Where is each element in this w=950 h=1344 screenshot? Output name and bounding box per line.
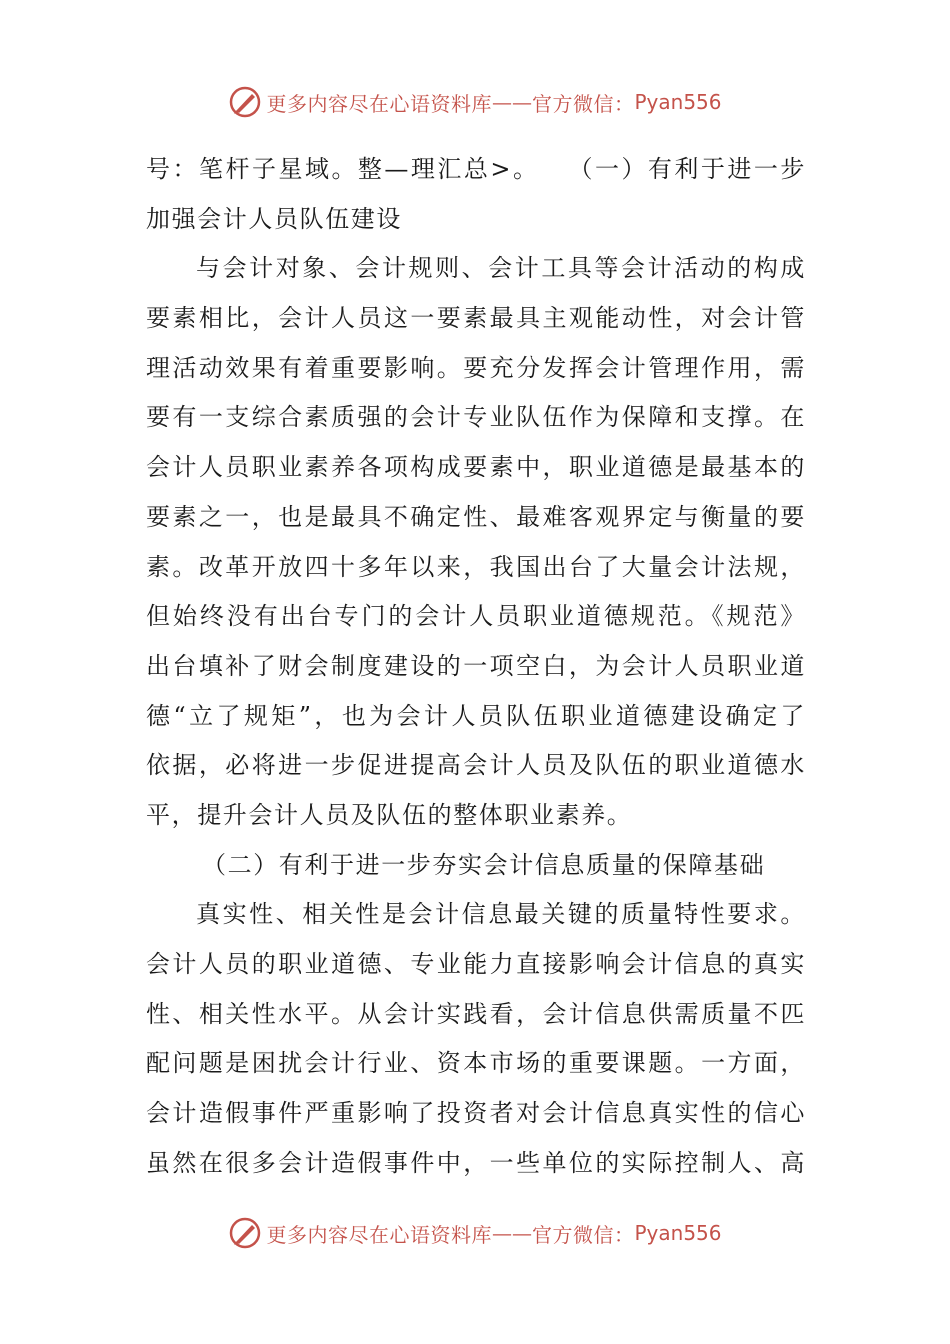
section-heading-line: 加强会计人员队伍建设 <box>146 204 402 233</box>
text-line: 但始终没有出台专门的会计人员职业道德规范。《规范》 <box>146 602 806 631</box>
section-heading-line: （二）有利于进一步夯实会计信息质量的保障基础 <box>202 850 766 879</box>
banner-wechat-label: 官方微信： <box>531 91 635 116</box>
text-line: 要有一支综合素质强的会计专业队伍作为保障和支撑。在 <box>146 403 806 432</box>
banner-title: 更多内容尽在心语资料库 <box>266 1222 492 1247</box>
text-line: 号：笔杆子星域。整—理汇总>。 （一）有利于进一步 <box>146 155 806 183</box>
text-line: 会计造假事件严重影响了投资者对会计信息真实性的信心 <box>146 1099 806 1128</box>
header-banner <box>0 82 950 122</box>
text-line: 与会计对象、会计规则、会计工具等会计活动的构成 <box>196 254 806 283</box>
text-line: 会计人员的职业道德、专业能力直接影响会计信息的真实 <box>146 950 806 978</box>
text-line: 理活动效果有着重要影响。要充分发挥会计管理作用，需 <box>146 353 806 382</box>
footer-banner <box>0 1213 950 1253</box>
banner-wechat-id: Pyan556 <box>634 90 722 114</box>
document-body <box>146 145 806 1188</box>
text-line: 会计人员职业素养各项构成要素中，职业道德是最基本的 <box>146 453 806 482</box>
banner-wechat-id: Pyan556 <box>634 1221 722 1245</box>
text-line: 虽然在很多会计造假事件中，一些单位的实际控制人、高 <box>146 1148 806 1177</box>
banner-dash: —— <box>491 1221 532 1245</box>
text-line: 德“立了规矩”，也为会计人员队伍职业道德建设确定了 <box>146 701 806 730</box>
text-line: 出台填补了财会制度建设的一项空白，为会计人员职业道 <box>146 651 806 680</box>
pen-logo-icon <box>228 1216 262 1250</box>
pen-logo-icon <box>228 85 262 119</box>
text-line: 依据，必将进一步促进提高会计人员及队伍的职业道德水 <box>146 751 806 780</box>
text-line: 真实性、相关性是会计信息最关键的质量特性要求。 <box>196 900 806 929</box>
banner-dash: —— <box>491 90 532 114</box>
text-line: 要素相比，会计人员这一要素最具主观能动性，对会计管 <box>146 304 806 333</box>
text-line: 性、相关性水平。从会计实践看，会计信息供需质量不匹 <box>146 999 806 1028</box>
text-line: 配问题是困扰会计行业、资本市场的重要课题。一方面， <box>146 1049 806 1078</box>
text-line: 素。改革开放四十多年以来，我国出台了大量会计法规， <box>146 552 806 581</box>
text-line: 要素之一，也是最具不确定性、最难客观界定与衡量的要 <box>146 502 806 531</box>
banner-wechat-label: 官方微信： <box>531 1222 635 1247</box>
banner-title: 更多内容尽在心语资料库 <box>266 91 492 116</box>
text-line: 平，提升会计人员及队伍的整体职业素养。 <box>146 800 633 829</box>
